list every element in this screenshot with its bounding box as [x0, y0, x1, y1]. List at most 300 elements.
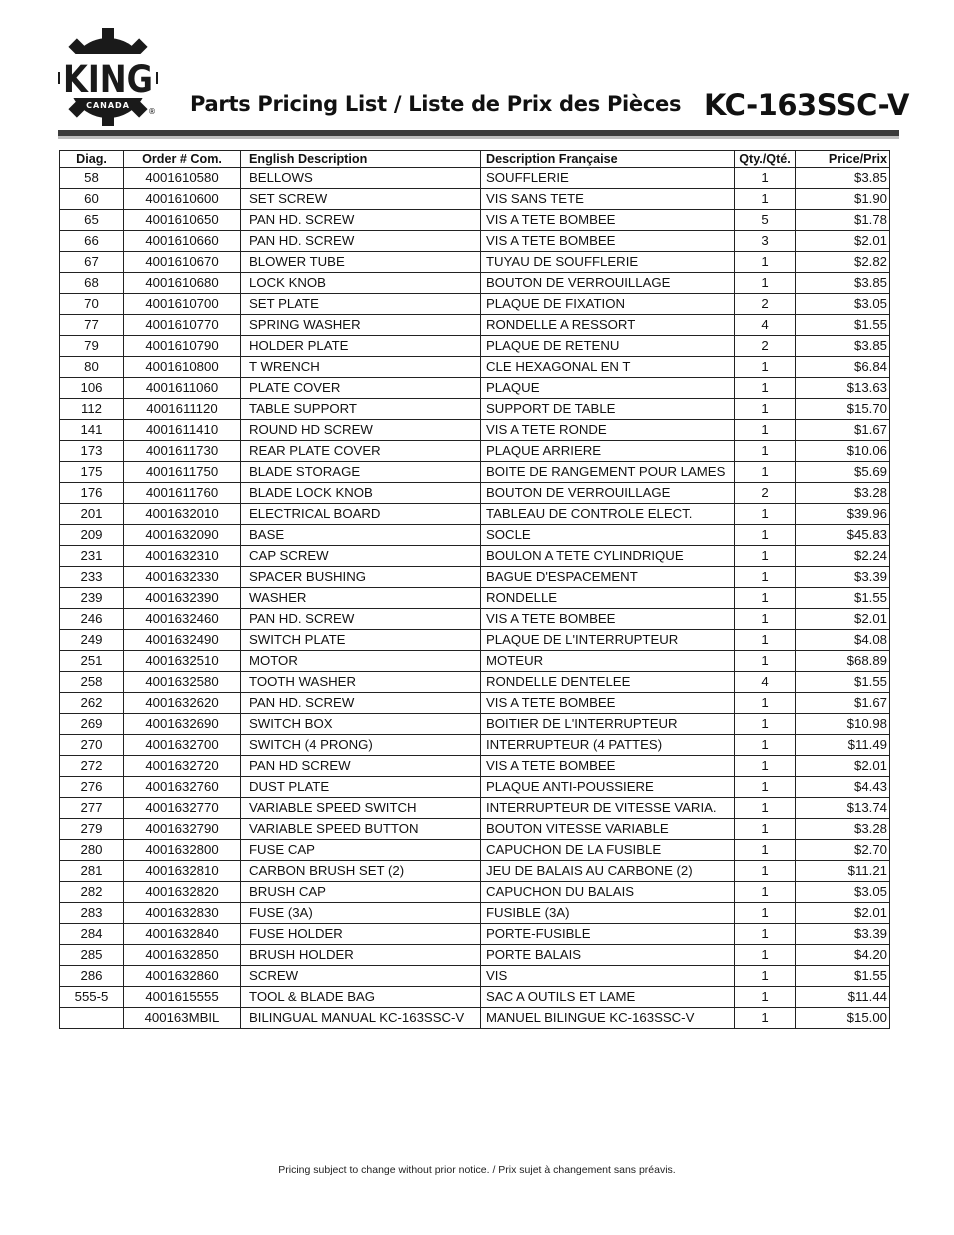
- price-cell: $1.55: [796, 315, 890, 336]
- french-description-cell: PLAQUE: [481, 378, 735, 399]
- english-description-cell: TOOTH WASHER: [241, 672, 481, 693]
- diag-cell: 67: [60, 252, 124, 273]
- diag-cell: 173: [60, 441, 124, 462]
- col-header-diag: Diag.: [60, 151, 124, 168]
- diag-cell: 249: [60, 630, 124, 651]
- price-cell: $11.21: [796, 861, 890, 882]
- price-cell: $3.05: [796, 882, 890, 903]
- diag-cell: 555-5: [60, 987, 124, 1008]
- english-description-cell: MOTOR: [241, 651, 481, 672]
- table-row: [60, 168, 890, 189]
- price-cell: $3.85: [796, 273, 890, 294]
- diag-cell: 175: [60, 462, 124, 483]
- table-row: [60, 315, 890, 336]
- order-number-cell: 4001632810: [124, 861, 241, 882]
- table-row: [60, 840, 890, 861]
- quantity-cell: 1: [735, 525, 796, 546]
- french-description-cell: VIS A TETE BOMBEE: [481, 756, 735, 777]
- french-description-cell: PLAQUE DE FIXATION: [481, 294, 735, 315]
- table-row: [60, 588, 890, 609]
- price-cell: $15.70: [796, 399, 890, 420]
- diag-cell: 262: [60, 693, 124, 714]
- english-description-cell: FUSE HOLDER: [241, 924, 481, 945]
- english-description-cell: REAR PLATE COVER: [241, 441, 481, 462]
- order-number-cell: 4001632800: [124, 840, 241, 861]
- table-row: [60, 798, 890, 819]
- order-number-cell: 4001632390: [124, 588, 241, 609]
- table-row: [60, 714, 890, 735]
- diag-cell: 272: [60, 756, 124, 777]
- table-row: [60, 609, 890, 630]
- english-description-cell: SCREW: [241, 966, 481, 987]
- order-number-cell: 4001611730: [124, 441, 241, 462]
- french-description-cell: VIS A TETE RONDE: [481, 420, 735, 441]
- french-description-cell: VIS SANS TETE: [481, 189, 735, 210]
- table-row: [60, 399, 890, 420]
- quantity-cell: 1: [735, 798, 796, 819]
- price-cell: $2.70: [796, 840, 890, 861]
- order-number-cell: 4001632460: [124, 609, 241, 630]
- order-number-cell: 4001632490: [124, 630, 241, 651]
- quantity-cell: 1: [735, 567, 796, 588]
- parts-table-header: [60, 151, 890, 168]
- english-description-cell: SWITCH BOX: [241, 714, 481, 735]
- french-description-cell: RONDELLE DENTELEE: [481, 672, 735, 693]
- price-cell: $2.01: [796, 756, 890, 777]
- french-description-cell: SOCLE: [481, 525, 735, 546]
- english-description-cell: BLADE LOCK KNOB: [241, 483, 481, 504]
- english-description-cell: T WRENCH: [241, 357, 481, 378]
- price-cell: $1.78: [796, 210, 890, 231]
- english-description-cell: FUSE (3A): [241, 903, 481, 924]
- order-number-cell: 4001632510: [124, 651, 241, 672]
- quantity-cell: 1: [735, 420, 796, 441]
- quantity-cell: 4: [735, 315, 796, 336]
- order-number-cell: 4001610580: [124, 168, 241, 189]
- price-cell: $2.01: [796, 609, 890, 630]
- diag-cell: 239: [60, 588, 124, 609]
- price-cell: $13.74: [796, 798, 890, 819]
- quantity-cell: 2: [735, 483, 796, 504]
- english-description-cell: TABLE SUPPORT: [241, 399, 481, 420]
- order-number-cell: 4001632850: [124, 945, 241, 966]
- quantity-cell: 1: [735, 189, 796, 210]
- parts-table-body: [60, 168, 890, 1029]
- table-row: [60, 735, 890, 756]
- english-description-cell: SET SCREW: [241, 189, 481, 210]
- order-number-cell: 4001611410: [124, 420, 241, 441]
- french-description-cell: FUSIBLE (3A): [481, 903, 735, 924]
- french-description-cell: CAPUCHON DE LA FUSIBLE: [481, 840, 735, 861]
- english-description-cell: PAN HD. SCREW: [241, 609, 481, 630]
- quantity-cell: 1: [735, 462, 796, 483]
- col-header-french: Description Française: [481, 151, 735, 168]
- english-description-cell: BILINGUAL MANUAL KC-163SSC-V: [241, 1008, 481, 1029]
- english-description-cell: ELECTRICAL BOARD: [241, 504, 481, 525]
- col-header-order: Order # Com.: [124, 151, 241, 168]
- english-description-cell: BRUSH HOLDER: [241, 945, 481, 966]
- french-description-cell: BOUTON VITESSE VARIABLE: [481, 819, 735, 840]
- diag-cell: 280: [60, 840, 124, 861]
- price-cell: $1.55: [796, 966, 890, 987]
- logo-brand-text: KING: [63, 58, 153, 101]
- price-cell: $5.69: [796, 462, 890, 483]
- english-description-cell: SWITCH PLATE: [241, 630, 481, 651]
- quantity-cell: 1: [735, 966, 796, 987]
- french-description-cell: INTERRUPTEUR DE VITESSE VARIA.: [481, 798, 735, 819]
- english-description-cell: PAN HD. SCREW: [241, 693, 481, 714]
- table-row: [60, 441, 890, 462]
- french-description-cell: VIS A TETE BOMBEE: [481, 210, 735, 231]
- english-description-cell: BASE: [241, 525, 481, 546]
- order-number-cell: 4001632700: [124, 735, 241, 756]
- king-canada-logo: [58, 26, 158, 126]
- quantity-cell: 1: [735, 924, 796, 945]
- english-description-cell: VARIABLE SPEED BUTTON: [241, 819, 481, 840]
- price-cell: $2.01: [796, 231, 890, 252]
- english-description-cell: PAN HD. SCREW: [241, 231, 481, 252]
- french-description-cell: MANUEL BILINGUE KC-163SSC-V: [481, 1008, 735, 1029]
- table-row: [60, 336, 890, 357]
- quantity-cell: 1: [735, 273, 796, 294]
- table-row: [60, 777, 890, 798]
- order-number-cell: 4001611120: [124, 399, 241, 420]
- diag-cell: 68: [60, 273, 124, 294]
- price-cell: $3.05: [796, 294, 890, 315]
- english-description-cell: ROUND HD SCREW: [241, 420, 481, 441]
- english-description-cell: TOOL & BLADE BAG: [241, 987, 481, 1008]
- english-description-cell: SET PLATE: [241, 294, 481, 315]
- order-number-cell: 4001632820: [124, 882, 241, 903]
- price-cell: $3.28: [796, 819, 890, 840]
- order-number-cell: 4001632690: [124, 714, 241, 735]
- table-row: [60, 1008, 890, 1029]
- price-cell: $3.39: [796, 924, 890, 945]
- quantity-cell: 1: [735, 588, 796, 609]
- quantity-cell: 4: [735, 672, 796, 693]
- price-cell: $4.08: [796, 630, 890, 651]
- diag-cell: 284: [60, 924, 124, 945]
- french-description-cell: PLAQUE DE L'INTERRUPTEUR: [481, 630, 735, 651]
- price-cell: $4.20: [796, 945, 890, 966]
- order-number-cell: 4001632580: [124, 672, 241, 693]
- order-number-cell: 4001632790: [124, 819, 241, 840]
- col-header-price: Price/Prix: [796, 151, 890, 168]
- english-description-cell: DUST PLATE: [241, 777, 481, 798]
- diag-cell: 285: [60, 945, 124, 966]
- table-row: [60, 756, 890, 777]
- order-number-cell: 4001610660: [124, 231, 241, 252]
- quantity-cell: 1: [735, 399, 796, 420]
- order-number-cell: 4001632830: [124, 903, 241, 924]
- english-description-cell: BLOWER TUBE: [241, 252, 481, 273]
- price-cell: $3.85: [796, 336, 890, 357]
- header-divider-shadow: [58, 136, 899, 139]
- french-description-cell: PLAQUE ANTI-POUSSIERE: [481, 777, 735, 798]
- order-number-cell: 4001611750: [124, 462, 241, 483]
- quantity-cell: 1: [735, 630, 796, 651]
- header-row: [60, 151, 890, 168]
- quantity-cell: 1: [735, 504, 796, 525]
- english-description-cell: SPACER BUSHING: [241, 567, 481, 588]
- french-description-cell: BOUTON DE VERROUILLAGE: [481, 273, 735, 294]
- diag-cell: 251: [60, 651, 124, 672]
- order-number-cell: 4001611760: [124, 483, 241, 504]
- diag-cell: 106: [60, 378, 124, 399]
- diag-cell: 112: [60, 399, 124, 420]
- order-number-cell: 4001610770: [124, 315, 241, 336]
- french-description-cell: TABLEAU DE CONTROLE ELECT.: [481, 504, 735, 525]
- price-cell: $1.67: [796, 693, 890, 714]
- quantity-cell: 1: [735, 1008, 796, 1029]
- price-cell: $10.06: [796, 441, 890, 462]
- table-row: [60, 819, 890, 840]
- price-cell: $3.39: [796, 567, 890, 588]
- table-row: [60, 693, 890, 714]
- logo-sub-text: CANADA: [86, 101, 130, 110]
- diag-cell: 201: [60, 504, 124, 525]
- price-cell: $1.67: [796, 420, 890, 441]
- english-description-cell: BRUSH CAP: [241, 882, 481, 903]
- english-description-cell: BELLOWS: [241, 168, 481, 189]
- quantity-cell: 1: [735, 252, 796, 273]
- order-number-cell: 4001610670: [124, 252, 241, 273]
- quantity-cell: 1: [735, 378, 796, 399]
- table-row: [60, 210, 890, 231]
- order-number-cell: 4001615555: [124, 987, 241, 1008]
- diag-cell: 66: [60, 231, 124, 252]
- english-description-cell: CAP SCREW: [241, 546, 481, 567]
- french-description-cell: TUYAU DE SOUFFLERIE: [481, 252, 735, 273]
- french-description-cell: VIS A TETE BOMBEE: [481, 693, 735, 714]
- footer-note: Pricing subject to change without prior notice. / Prix sujet à changement sans préavis.: [278, 1164, 676, 1176]
- quantity-cell: 2: [735, 336, 796, 357]
- model-number: KC-163SSC-V: [704, 88, 909, 122]
- diag-cell: 58: [60, 168, 124, 189]
- french-description-cell: PLAQUE ARRIERE: [481, 441, 735, 462]
- col-header-english: English Description: [241, 151, 481, 168]
- french-description-cell: PORTE-FUSIBLE: [481, 924, 735, 945]
- order-number-cell: 4001632310: [124, 546, 241, 567]
- order-number-cell: 4001611060: [124, 378, 241, 399]
- order-number-cell: 4001632620: [124, 693, 241, 714]
- french-description-cell: CLE HEXAGONAL EN T: [481, 357, 735, 378]
- english-description-cell: FUSE CAP: [241, 840, 481, 861]
- english-description-cell: WASHER: [241, 588, 481, 609]
- diag-cell: 258: [60, 672, 124, 693]
- table-row: [60, 378, 890, 399]
- english-description-cell: PAN HD SCREW: [241, 756, 481, 777]
- french-description-cell: RONDELLE: [481, 588, 735, 609]
- english-description-cell: VARIABLE SPEED SWITCH: [241, 798, 481, 819]
- price-cell: $3.85: [796, 168, 890, 189]
- quantity-cell: 2: [735, 294, 796, 315]
- diag-cell: 279: [60, 819, 124, 840]
- table-row: [60, 483, 890, 504]
- order-number-cell: 400163MBIL: [124, 1008, 241, 1029]
- order-number-cell: 4001632090: [124, 525, 241, 546]
- table-row: [60, 252, 890, 273]
- order-number-cell: 4001632770: [124, 798, 241, 819]
- order-number-cell: 4001632860: [124, 966, 241, 987]
- french-description-cell: CAPUCHON DU BALAIS: [481, 882, 735, 903]
- english-description-cell: HOLDER PLATE: [241, 336, 481, 357]
- order-number-cell: 4001632840: [124, 924, 241, 945]
- diag-cell: 233: [60, 567, 124, 588]
- price-cell: $1.90: [796, 189, 890, 210]
- diag-cell: 281: [60, 861, 124, 882]
- english-description-cell: LOCK KNOB: [241, 273, 481, 294]
- quantity-cell: 1: [735, 693, 796, 714]
- english-description-cell: SWITCH (4 PRONG): [241, 735, 481, 756]
- table-row: [60, 504, 890, 525]
- table-row: [60, 357, 890, 378]
- price-cell: $1.55: [796, 672, 890, 693]
- diag-cell: 283: [60, 903, 124, 924]
- quantity-cell: 1: [735, 735, 796, 756]
- french-description-cell: VIS: [481, 966, 735, 987]
- quantity-cell: 1: [735, 987, 796, 1008]
- order-number-cell: 4001632330: [124, 567, 241, 588]
- price-cell: $15.00: [796, 1008, 890, 1029]
- parts-table: [59, 150, 890, 1029]
- table-row: [60, 231, 890, 252]
- quantity-cell: 1: [735, 546, 796, 567]
- order-number-cell: 4001610650: [124, 210, 241, 231]
- quantity-cell: 1: [735, 882, 796, 903]
- french-description-cell: INTERRUPTEUR (4 PATTES): [481, 735, 735, 756]
- diag-cell: 79: [60, 336, 124, 357]
- price-cell: $39.96: [796, 504, 890, 525]
- english-description-cell: BLADE STORAGE: [241, 462, 481, 483]
- diag-cell: 231: [60, 546, 124, 567]
- quantity-cell: 1: [735, 840, 796, 861]
- order-number-cell: 4001610600: [124, 189, 241, 210]
- table-row: [60, 987, 890, 1008]
- price-cell: $13.63: [796, 378, 890, 399]
- price-cell: $1.55: [796, 588, 890, 609]
- diag-cell: 141: [60, 420, 124, 441]
- diag-cell: [60, 1008, 124, 1029]
- price-cell: $11.49: [796, 735, 890, 756]
- diag-cell: 282: [60, 882, 124, 903]
- quantity-cell: 1: [735, 819, 796, 840]
- french-description-cell: VIS A TETE BOMBEE: [481, 609, 735, 630]
- quantity-cell: 5: [735, 210, 796, 231]
- table-row: [60, 924, 890, 945]
- table-row: [60, 420, 890, 441]
- french-description-cell: SAC A OUTILS ET LAME: [481, 987, 735, 1008]
- price-cell: $2.24: [796, 546, 890, 567]
- french-description-cell: MOTEUR: [481, 651, 735, 672]
- english-description-cell: PLATE COVER: [241, 378, 481, 399]
- diag-cell: 65: [60, 210, 124, 231]
- logo-registered-mark: ®: [148, 107, 156, 116]
- table-row: [60, 651, 890, 672]
- quantity-cell: 1: [735, 945, 796, 966]
- table-row: [60, 861, 890, 882]
- order-number-cell: 4001610800: [124, 357, 241, 378]
- table-row: [60, 546, 890, 567]
- table-row: [60, 630, 890, 651]
- page-title: Parts Pricing List / Liste de Prix des Pièces: [190, 92, 682, 116]
- french-description-cell: BOITIER DE L'INTERRUPTEUR: [481, 714, 735, 735]
- price-cell: $2.01: [796, 903, 890, 924]
- diag-cell: 269: [60, 714, 124, 735]
- table-row: [60, 567, 890, 588]
- table-row: [60, 525, 890, 546]
- diag-cell: 286: [60, 966, 124, 987]
- order-number-cell: 4001610700: [124, 294, 241, 315]
- french-description-cell: BOULON A TETE CYLINDRIQUE: [481, 546, 735, 567]
- french-description-cell: PLAQUE DE RETENU: [481, 336, 735, 357]
- diag-cell: 270: [60, 735, 124, 756]
- diag-cell: 277: [60, 798, 124, 819]
- french-description-cell: PORTE BALAIS: [481, 945, 735, 966]
- col-header-qty: Qty./Qté.: [735, 151, 796, 168]
- price-cell: $68.89: [796, 651, 890, 672]
- order-number-cell: 4001632720: [124, 756, 241, 777]
- gear-logo-icon: [58, 26, 158, 126]
- diag-cell: 77: [60, 315, 124, 336]
- quantity-cell: 3: [735, 231, 796, 252]
- table-row: [60, 672, 890, 693]
- french-description-cell: RONDELLE A RESSORT: [481, 315, 735, 336]
- diag-cell: 246: [60, 609, 124, 630]
- english-description-cell: SPRING WASHER: [241, 315, 481, 336]
- price-cell: $3.28: [796, 483, 890, 504]
- table-row: [60, 966, 890, 987]
- table-row: [60, 882, 890, 903]
- french-description-cell: BOITE DE RANGEMENT POUR LAMES: [481, 462, 735, 483]
- quantity-cell: 1: [735, 861, 796, 882]
- order-number-cell: 4001632760: [124, 777, 241, 798]
- english-description-cell: CARBON BRUSH SET (2): [241, 861, 481, 882]
- quantity-cell: 1: [735, 777, 796, 798]
- french-description-cell: VIS A TETE BOMBEE: [481, 231, 735, 252]
- table-row: [60, 462, 890, 483]
- french-description-cell: BAGUE D'ESPACEMENT: [481, 567, 735, 588]
- quantity-cell: 1: [735, 168, 796, 189]
- french-description-cell: JEU DE BALAIS AU CARBONE (2): [481, 861, 735, 882]
- price-cell: $45.83: [796, 525, 890, 546]
- order-number-cell: 4001632010: [124, 504, 241, 525]
- table-row: [60, 945, 890, 966]
- quantity-cell: 1: [735, 651, 796, 672]
- order-number-cell: 4001610790: [124, 336, 241, 357]
- table-row: [60, 294, 890, 315]
- quantity-cell: 1: [735, 357, 796, 378]
- price-cell: $10.98: [796, 714, 890, 735]
- table-row: [60, 189, 890, 210]
- table-row: [60, 903, 890, 924]
- price-cell: $2.82: [796, 252, 890, 273]
- diag-cell: 70: [60, 294, 124, 315]
- order-number-cell: 4001610680: [124, 273, 241, 294]
- diag-cell: 276: [60, 777, 124, 798]
- price-cell: $11.44: [796, 987, 890, 1008]
- french-description-cell: SUPPORT DE TABLE: [481, 399, 735, 420]
- quantity-cell: 1: [735, 441, 796, 462]
- quantity-cell: 1: [735, 609, 796, 630]
- quantity-cell: 1: [735, 714, 796, 735]
- diag-cell: 176: [60, 483, 124, 504]
- french-description-cell: SOUFFLERIE: [481, 168, 735, 189]
- quantity-cell: 1: [735, 903, 796, 924]
- french-description-cell: BOUTON DE VERROUILLAGE: [481, 483, 735, 504]
- diag-cell: 60: [60, 189, 124, 210]
- diag-cell: 80: [60, 357, 124, 378]
